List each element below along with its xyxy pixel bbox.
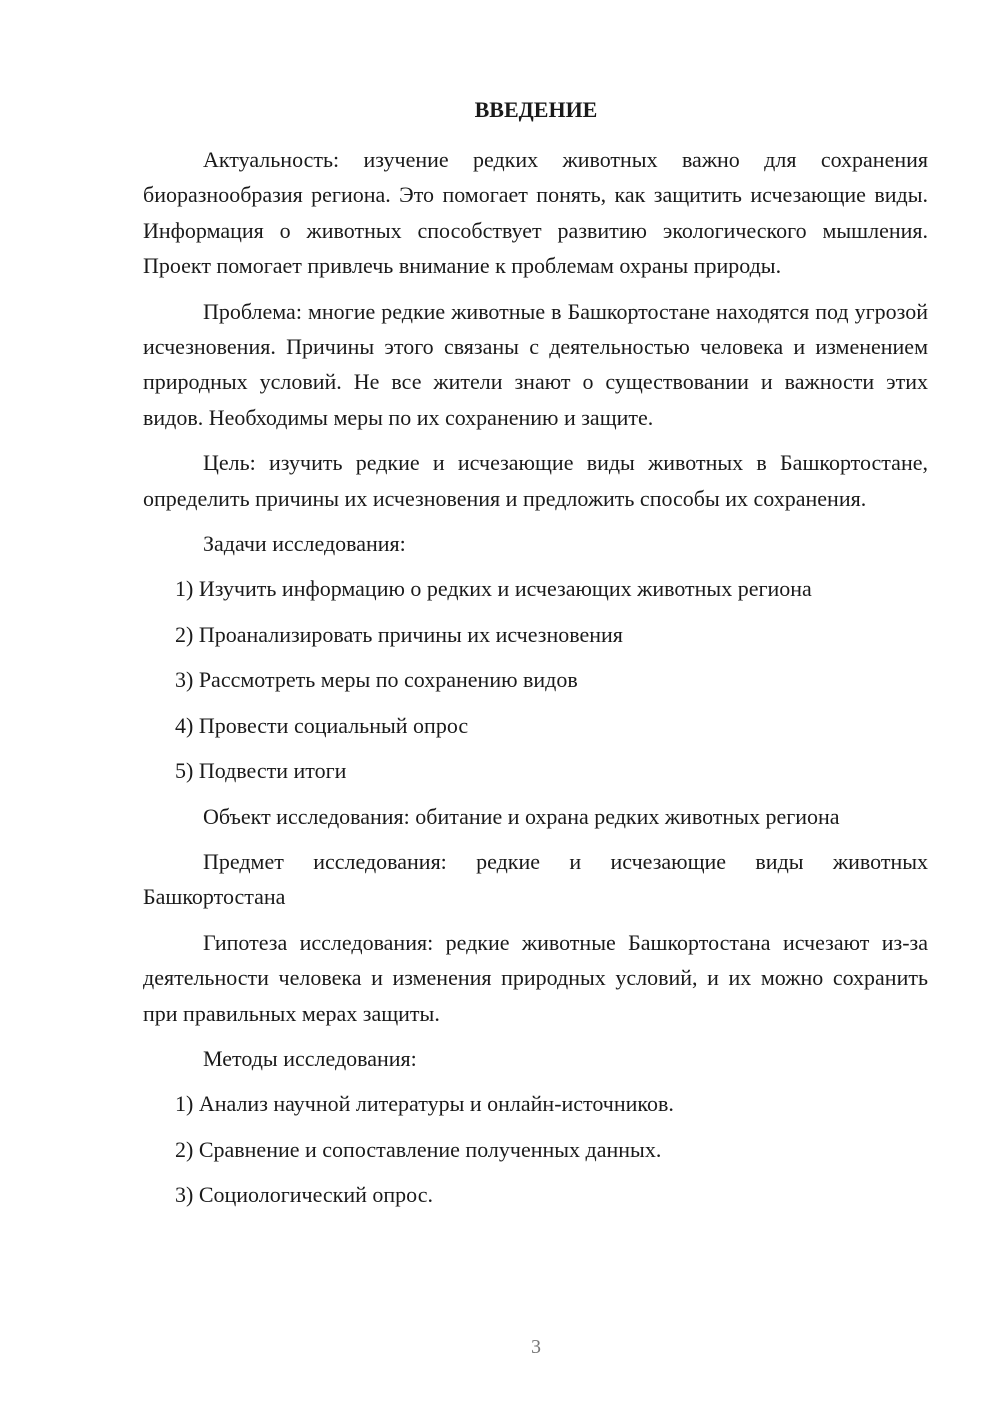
methods-heading: Методы исследования: xyxy=(203,1045,417,1071)
tasks-list xyxy=(143,571,928,788)
subject-paragraph: Предмет исследования: редкие и исчезающие виды животных Башкортостана xyxy=(143,848,928,910)
method-item-1: 1) Анализ научной литературы и онлайн-источников. xyxy=(175,1091,674,1117)
task-item-1: 1) Изучить информацию о редких и исчезающих животных региона xyxy=(175,576,812,602)
task-item-5: 5) Подвести итоги xyxy=(175,758,347,784)
methods-list xyxy=(143,1086,928,1212)
method-item-3: 3) Социологический опрос. xyxy=(175,1182,433,1208)
page-number: 3 xyxy=(531,1336,541,1358)
task-item-4: 4) Провести социальный опрос xyxy=(175,712,469,738)
goal-paragraph: Цель: изучить редкие и исчезающие виды животных в Башкортостане, определить причины их исчезновения и предложить способы их сохранения. xyxy=(143,450,928,511)
problem-paragraph: Проблема: многие редкие животные в Башкортостане находятся под угрозой исчезновения. Причины этого связаны с деятельностью человека и изменением природных условий. Не все жители знают о существовании и важности этих видов. Необходимы меры по их сохранению и защите. xyxy=(143,298,928,430)
object-paragraph: Объект исследования: обитание и охрана редких животных региона xyxy=(203,803,840,829)
task-item-2: 2) Проанализировать причины их исчезновения xyxy=(175,621,623,647)
task-item-3: 3) Рассмотреть меры по сохранению видов xyxy=(175,667,578,693)
tasks-heading: Задачи исследования: xyxy=(203,531,406,557)
relevance-paragraph: Актуальность: изучение редких животных важно для сохранения биоразнообразия региона. Это помогает понять, как защитить исчезающие виды. Информация о животных способствует развитию экологического мышления. Проект помогает привлечь внимание к проблемам охраны природы. xyxy=(143,147,928,279)
hypothesis-paragraph: Гипотеза исследования: редкие животные Башкортостана исчезают из-за деятельности человека и изменения природных условий, и их можно сохранить при правильных мерах защиты. xyxy=(143,929,928,1026)
method-item-2: 2) Сравнение и сопоставление полученных данных. xyxy=(175,1136,662,1162)
page-title: ВВЕДЕНИЕ xyxy=(474,97,598,122)
document-body xyxy=(143,142,928,1223)
